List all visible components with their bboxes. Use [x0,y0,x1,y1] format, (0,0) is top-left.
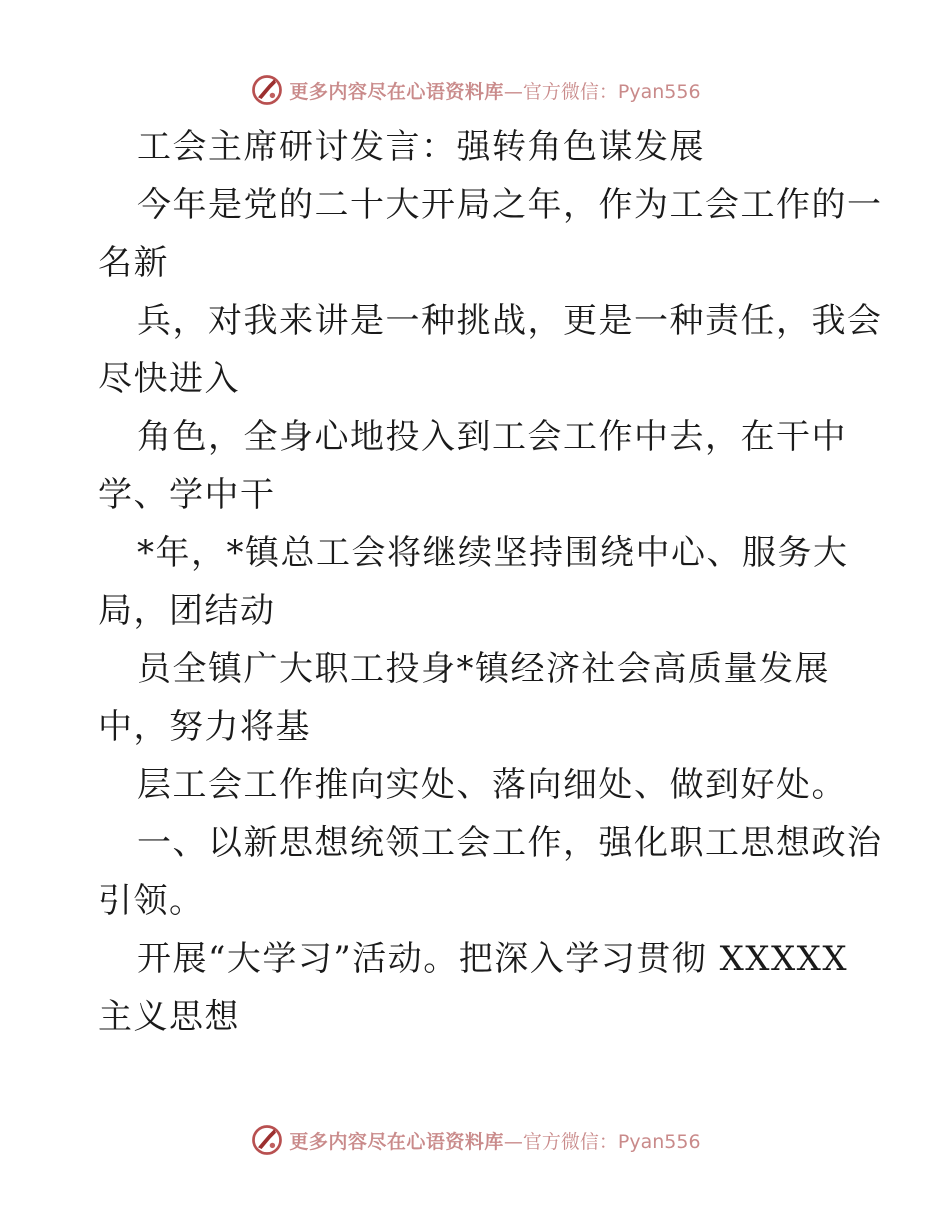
paragraph-line: 主义思想 [98,997,240,1037]
seal-logo-icon [249,72,285,108]
paragraph-line: *年，*镇总工会将继续坚持围绕中心、服务大 [137,533,849,573]
paragraph-line: 局，团结动 [98,591,276,631]
header-watermark [0,70,950,110]
paragraph-line: 角色，全身心地投入到工会工作中去，在干中 [137,417,847,457]
paragraph-line: 学、学中干 [98,475,276,515]
seal-logo-icon [249,1122,285,1158]
watermark-sub-text: —官方微信：Pyan556 [503,1130,701,1153]
paragraph-line: 引领。 [98,881,205,921]
watermark-sub-text: —官方微信：Pyan556 [503,80,701,103]
paragraph-line: 中，努力将基 [98,707,311,747]
paragraph-line: 员全镇广大职工投身*镇经济社会高质量发展 [137,649,830,689]
paragraph-line: 尽快进入 [98,359,240,399]
paragraph-line: 名新 [98,243,169,283]
paragraph-line: 兵，对我来讲是一种挑战，更是一种责任，我会 [137,301,883,341]
paragraph-line: 今年是党的二十大开局之年，作为工会工作的一 [137,185,883,225]
footer-watermark [0,1120,950,1160]
section-heading: 一、以新思想统领工会工作，强化职工思想政治 [137,823,883,863]
paragraph-line: 层工会工作推向实处、落向细处、做到好处。 [137,765,847,805]
document-title: 工会主席研讨发言：强转角色谋发展 [137,127,705,167]
watermark-main-text: 更多内容尽在心语资料库 [289,80,504,103]
paragraph-line: 开展“大学习”活动。把深入学习贯彻 XXXXX [137,939,849,979]
watermark-main-text: 更多内容尽在心语资料库 [289,1130,504,1153]
